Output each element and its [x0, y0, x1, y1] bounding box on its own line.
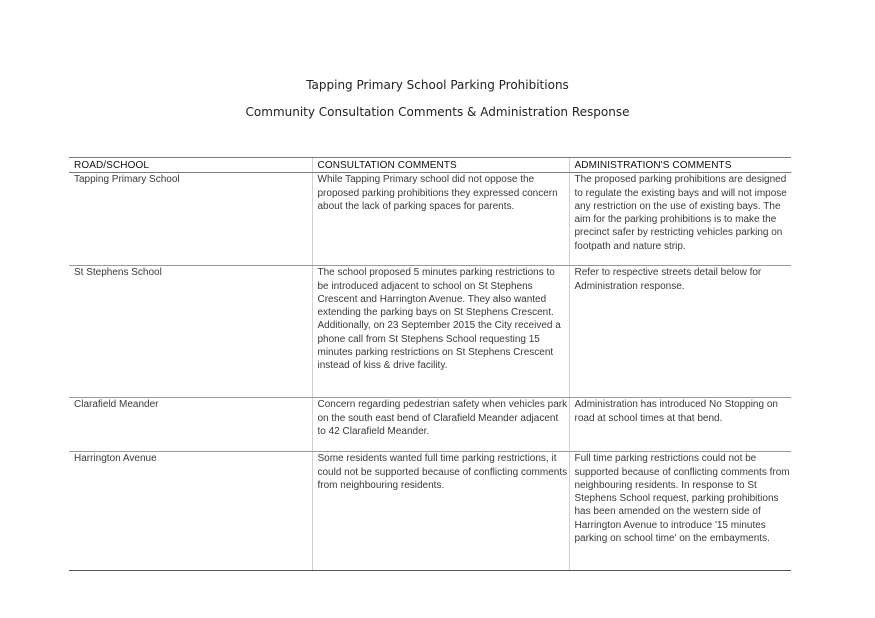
table-row [69, 173, 791, 266]
table-header-row [69, 158, 791, 173]
header-road-school: ROAD/SCHOOL [69, 158, 312, 173]
header-administration-comments: ADMINISTRATION'S COMMENTS [569, 158, 791, 173]
road-cell: Clarafield Meander [69, 398, 312, 452]
table-row [69, 452, 791, 571]
administration-cell: The proposed parking prohibitions are designed to regulate the existing bays and will not impose any restriction on the use of existing bays. The aim for the parking prohibitions is to make the precinct safer by restricting vehicles parking on footpath and nature strip. [569, 173, 791, 266]
administration-cell: Refer to respective streets detail below for Administration response. [569, 266, 791, 398]
consultation-cell: Some residents wanted full time parking restrictions, it could not be supported because of conflicting comments from neighbouring residents. [312, 452, 569, 571]
header-consultation-comments: CONSULTATION COMMENTS [312, 158, 569, 173]
consultation-cell: The school proposed 5 minutes parking restrictions to be introduced adjacent to school on St Stephens Crescent and Harrington Avenue. They also wanted extending the parking bays on St Stephens Crescent. Additionally, on 23 September 2015 the City received a phone call from St Stephens School requesting 15 minutes parking restrictions on St Stephens Crescent instead of kiss & drive facility. [312, 266, 569, 398]
administration-cell: Administration has introduced No Stopping on road at school times at that bend. [569, 398, 791, 452]
administration-cell: Full time parking restrictions could not be supported because of conflicting comments from neighbouring residents. In response to St Stephens School request, parking prohibitions has been amended on the western side of Harrington Avenue to introduce '15 minutes parking on school time' on the embayments. [569, 452, 791, 571]
document-subtitle: Community Consultation Comments & Administration Response [245, 105, 630, 119]
document-title: Tapping Primary School Parking Prohibitions [306, 78, 569, 92]
road-cell: Harrington Avenue [69, 452, 312, 571]
road-cell: Tapping Primary School [69, 173, 312, 266]
table-row [69, 266, 791, 398]
road-cell: St Stephens School [69, 266, 312, 398]
comments-table [69, 157, 791, 571]
consultation-cell: Concern regarding pedestrian safety when vehicles park on the south east bend of Clarafield Meander adjacent to 42 Clarafield Meander. [312, 398, 569, 452]
table-row [69, 398, 791, 452]
consultation-cell: While Tapping Primary school did not oppose the proposed parking prohibitions they expressed concern about the lack of parking spaces for parents. [312, 173, 569, 266]
